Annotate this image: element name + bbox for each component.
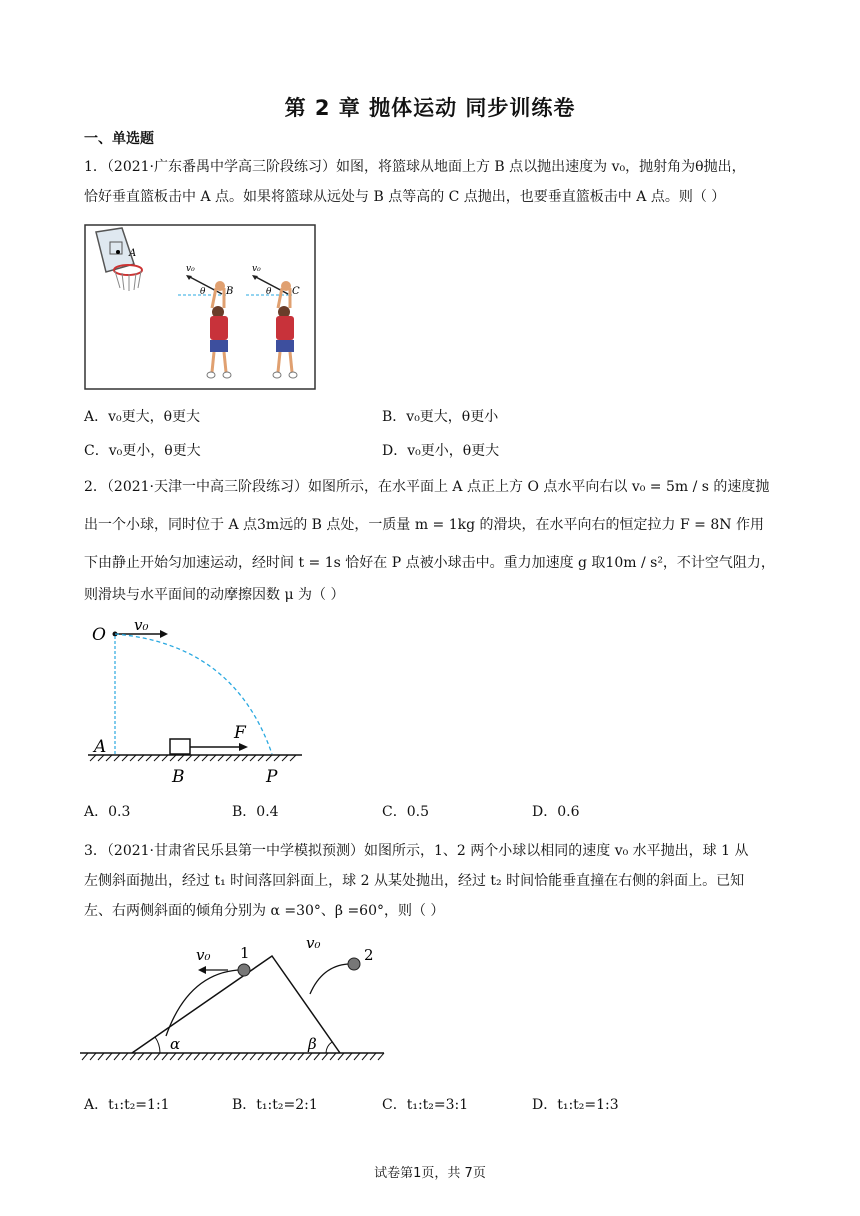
ball-1 — [238, 964, 250, 976]
q3-fig-label-1: 1 — [240, 944, 250, 962]
q3-stem-line-1: 3．（2021·甘肃省民乐县第一中学模拟预测）如图所示，1、2 两个小球以相同的速度 v₀ 水平抛出，球 1 从 — [84, 843, 749, 859]
q2-stem-line-1: 2．（2021·天津一中高三阶段练习）如图所示，在水平面上 A 点正上方 O 点水平向右以 v₀ = 5m / s 的速度抛 — [84, 479, 770, 495]
q1-option-a: A．v₀更大，θ更大 — [84, 409, 201, 425]
q2-stem-line-3: 下由静止开始匀加速运动，经时间 t = 1s 恰好在 P 点被小球击中。重力加速度 g 取10m / s²，不计空气阻力， — [84, 555, 775, 571]
q1-fig-label-c: C — [292, 286, 300, 297]
q2-option-b: B．0.4 — [232, 804, 279, 820]
q2-option-a: A．0.3 — [84, 804, 131, 820]
q3-fig-label-v0-2: v₀ — [306, 934, 321, 952]
q2-projectile-figure — [84, 614, 314, 790]
q2-fig-label-b: B — [172, 767, 185, 787]
slider-block — [170, 739, 190, 754]
q2-option-c: C．0.5 — [382, 804, 429, 820]
q1-fig-label-a: A — [129, 248, 137, 259]
q2-fig-label-a: A — [94, 737, 107, 757]
trajectory-curve — [115, 634, 272, 754]
q1-fig-label-theta-c: θ — [266, 287, 272, 297]
q3-option-b: B．t₁:t₂=2:1 — [232, 1097, 318, 1113]
q2-fig-label-o: O — [92, 625, 106, 645]
q2-option-d: D．0.6 — [532, 804, 580, 820]
q1-fig-label-v0-c: v₀ — [252, 264, 261, 274]
q3-option-a: A．t₁:t₂=1:1 — [84, 1097, 170, 1113]
q1-stem-line-1: 1．（2021·广东番禺中学高三阶段练习）如图，将篮球从地面上方 B 点以抛出速度为 v₀，抛射角为θ抛出， — [84, 159, 746, 175]
q3-stem-line-3: 左、右两侧斜面的倾角分别为 α =30°、β =60°，则（ ） — [84, 903, 445, 919]
q3-fig-label-alpha: α — [170, 1035, 181, 1053]
q3-incline-figure — [78, 930, 388, 1070]
q1-basketball-figure — [84, 224, 316, 390]
q3-option-c: C．t₁:t₂=3:1 — [382, 1097, 469, 1113]
section-heading: 一、单选题 — [84, 131, 154, 147]
q3-fig-label-v0-1: v₀ — [196, 946, 211, 964]
q1-fig-label-b: B — [226, 286, 234, 297]
q2-fig-label-f: F — [234, 723, 246, 743]
page-title: 第 2 章 抛体运动 同步训练卷 — [284, 96, 576, 120]
q2-fig-label-v0: v₀ — [134, 616, 149, 634]
q1-option-c: C．v₀更小，θ更大 — [84, 443, 201, 459]
q2-stem-line-2: 出一个小球，同时位于 A 点3m远的 B 点处，一质量 m = 1kg 的滑块，在水平向右的恒定拉力 F = 8N 作用 — [84, 517, 764, 533]
q1-fig-label-v0-b: v₀ — [186, 264, 195, 274]
q3-stem-line-2: 左侧斜面抛出，经过 t₁ 时间落回斜面上，球 2 从某处抛出，经过 t₂ 时间恰能垂直撞在右侧的斜面上。已知 — [84, 873, 745, 889]
q3-option-d: D．t₁:t₂=1:3 — [532, 1097, 619, 1113]
q2-stem-line-4: 则滑块与水平面间的动摩擦因数 μ 为（ ） — [84, 587, 345, 603]
q1-stem-line-2: 恰好垂直篮板击中 A 点。如果将篮球从远处与 B 点等高的 C 点抛出，也要垂直篮板击中 A 点。则（ ） — [84, 189, 726, 205]
ball-2 — [348, 958, 360, 970]
page-footer: 试卷第1页，共 7页 — [374, 1166, 486, 1181]
q3-fig-label-2: 2 — [364, 946, 374, 964]
q3-fig-label-beta: β — [308, 1035, 317, 1053]
q1-option-b: B．v₀更大，θ更小 — [382, 409, 499, 425]
q2-fig-label-p: P — [266, 767, 278, 787]
q1-option-d: D．v₀更小，θ更大 — [382, 443, 500, 459]
q1-fig-label-theta-b: θ — [200, 287, 206, 297]
